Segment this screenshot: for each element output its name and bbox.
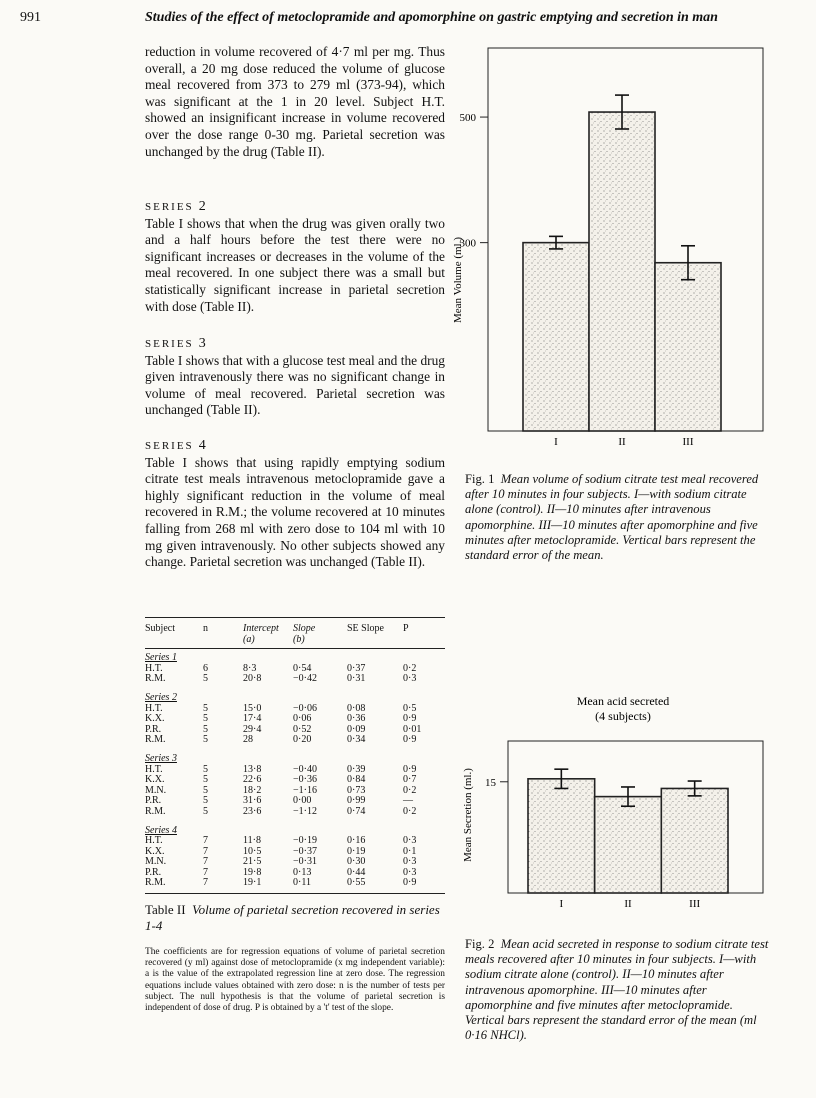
table-cell: 0·2: [403, 784, 417, 796]
table-2-block: [145, 617, 445, 1014]
table-cell: —: [403, 795, 413, 807]
table-cell: 7: [203, 866, 208, 878]
table-cell: R.M.: [145, 734, 166, 746]
table-subheader-cell: [203, 635, 243, 649]
table-cell: 0·74: [347, 805, 366, 817]
table-cell: R.M.: [145, 877, 166, 889]
table-row: [145, 735, 445, 746]
table-cell: 0·55: [347, 877, 366, 889]
table-header-cell: n: [203, 623, 208, 634]
series-3-label: SERIES: [145, 338, 194, 350]
series-3-section: [145, 335, 445, 419]
table-cell: M.N.: [145, 784, 167, 796]
table-cell: K.X.: [145, 774, 165, 786]
table-cell: 5: [203, 673, 208, 685]
table-cell: 0·2: [403, 662, 417, 674]
table-cell: 0·19: [347, 845, 366, 857]
series-2-section: [145, 198, 445, 315]
table-cell: 19·1: [243, 877, 262, 889]
table-cell: H.T.: [145, 835, 163, 847]
table-cell: H.T.: [145, 763, 163, 775]
table-cell: 7: [203, 877, 208, 889]
table-cell: 0·9: [403, 877, 417, 889]
bar: [523, 243, 589, 431]
table-header-cell: P: [403, 623, 409, 634]
figure-1-caption: [465, 472, 770, 563]
table-subheader-cell: [403, 635, 445, 649]
series-4-label: SERIES: [145, 440, 194, 452]
table-cell: 8·3: [243, 662, 257, 674]
table-cell: 7: [203, 845, 208, 857]
table-cell: 0·9: [403, 763, 417, 775]
table-cell: 5: [203, 784, 208, 796]
table-cell: −1·12: [293, 805, 317, 817]
table-header-cell: Intercept: [243, 623, 279, 634]
table-cell: 0·20: [293, 734, 312, 746]
table-cell: −0·19: [293, 835, 317, 847]
y-tick-label: 300: [459, 237, 476, 250]
table-cell: K.X.: [145, 845, 165, 857]
series-4-number: 4: [198, 438, 206, 453]
table-group-row: [145, 746, 445, 765]
bar: [655, 263, 721, 431]
table-2-caption: [145, 902, 445, 933]
table-cell: 5: [203, 805, 208, 817]
table-cell: 5: [203, 723, 208, 735]
x-tick-label: II: [624, 898, 632, 910]
table-cell: P.R.: [145, 795, 162, 807]
table-cell: 0·08: [347, 702, 366, 714]
table-cell: 0·36: [347, 713, 366, 725]
table-cell: 29·4: [243, 723, 262, 735]
figure-2-caption-label: Fig. 2: [465, 937, 495, 951]
table-row: [145, 807, 445, 818]
table-cell: 0·84: [347, 774, 366, 786]
y-axis-label: Mean Volume (ml.): [453, 236, 464, 324]
figure-2: [453, 690, 773, 915]
table-cell: 7: [203, 856, 208, 868]
table-cell: 7: [203, 835, 208, 847]
table-cell: 0·54: [293, 662, 312, 674]
table-cell: 23·6: [243, 805, 262, 817]
table-cell: 0·3: [403, 835, 417, 847]
table-cell: 0·00: [293, 795, 312, 807]
table-cell: 15·0: [243, 702, 262, 714]
table-cell: 0·1: [403, 845, 417, 857]
figure-1-chart: [453, 40, 773, 455]
table-cell: 5: [203, 774, 208, 786]
table-cell: 0·44: [347, 866, 366, 878]
table-cell: R.M.: [145, 805, 166, 817]
table-cell: −0·40: [293, 763, 317, 775]
table-cell: 0·5: [403, 702, 417, 714]
table-cell: 0·13: [293, 866, 312, 878]
table-cell: H.T.: [145, 702, 163, 714]
table-cell: 0·30: [347, 856, 366, 868]
table-cell: 5: [203, 795, 208, 807]
table-cell: 0·52: [293, 723, 312, 735]
table-cell: −0·42: [293, 673, 317, 685]
table-subheader-row: [145, 635, 445, 649]
table-cell: −0·36: [293, 774, 317, 786]
figure-2-caption-text: Mean acid secreted in response to sodium citrate test meals recovered after 10 minutes in four subjects. I—with sodium citrate alone (control). II—10 minutes after intravenous apomorphine. III—10 minutes after apomorphine and five minutes after metoclopramide. Vertical bars represent the standard error of the mean (ml 0·16 NHCl).: [465, 937, 769, 1043]
table-group-label: Series 1: [145, 652, 177, 664]
x-tick-label: I: [554, 436, 558, 448]
series-2-heading: [145, 198, 445, 216]
table-2-footnote: The coefficients are for regression equations of volume of parietal secretion recovered (y ml) against dose of metoclopramide (x mg independent variable): a is the value of the extrapolated regression line at zero dose. The regression equations include values obtained with zero dose: n is the number of tests per subject. The null hypothesis is that the volume of parietal secretion is independent of dose of drug. P is obtained by a 't' test of the slope.: [145, 947, 445, 1014]
table-cell: M.N.: [145, 856, 167, 868]
table-cell: 31·6: [243, 795, 262, 807]
table-cell: 0·34: [347, 734, 366, 746]
table-group-label: Series 3: [145, 752, 177, 764]
table-group-label: Series 2: [145, 691, 177, 703]
table-cell: −0·31: [293, 856, 317, 868]
table-header-cell: SE Slope: [347, 623, 384, 634]
table-cell: 0·3: [403, 866, 417, 878]
bar: [595, 797, 662, 893]
y-tick-label: 500: [459, 112, 476, 125]
table-cell: 0·7: [403, 774, 417, 786]
table-cell: 0·37: [347, 662, 366, 674]
table-cell: 0·2: [403, 805, 417, 817]
series-2-text: Table I shows that when the drug was given orally two and a half hours before the test there were no significant increases or decreases in the volume of the meal recovered. In one subject there was a small but statistically significant increase in parietal secretion with dose (Table II).: [145, 215, 445, 314]
table-cell: 0·31: [347, 673, 366, 685]
table-subheader-cell: (b): [293, 633, 305, 645]
table-2: [145, 624, 445, 889]
table-cell: −0·06: [293, 702, 317, 714]
table-cell: 5: [203, 734, 208, 746]
table-2-caption-text: Volume of parietal secretion recovered in series 1-4: [145, 902, 440, 933]
table-header-cell: Slope: [293, 623, 316, 634]
table-cell: 5: [203, 702, 208, 714]
table-cell: 20·8: [243, 673, 262, 685]
table-group-row: [145, 685, 445, 704]
table-header-row: [145, 624, 445, 635]
page-number: 991: [20, 10, 41, 25]
table-cell: H.T.: [145, 662, 163, 674]
table-cell: 0·39: [347, 763, 366, 775]
table-cell: 13·8: [243, 763, 262, 775]
table-cell: 21·5: [243, 856, 262, 868]
series-2-label: SERIES: [145, 201, 194, 213]
bar: [589, 112, 655, 431]
table-cell: 5: [203, 713, 208, 725]
x-tick-label: III: [689, 898, 701, 910]
y-tick-label: 15: [485, 776, 496, 789]
table-header-cell: Subject: [145, 623, 175, 634]
table-cell: K.X.: [145, 713, 165, 725]
y-axis-label: Mean Secretion (ml.): [462, 768, 474, 862]
table-row: [145, 878, 445, 889]
figure-1-caption-text: Mean volume of sodium citrate test meal recovered after 10 minutes in four subjects. I—with sodium citrate alone (control). II—10 minutes after intravenous apomorphine. III—10 minutes after apomorphine and five minutes after metoclopramide. Vertical bars represent the standard error of the mean.: [465, 472, 759, 563]
figure-1: [453, 40, 773, 455]
figure-2-caption: [465, 937, 770, 1043]
x-tick-label: III: [682, 436, 694, 448]
table-cell: 19·8: [243, 866, 262, 878]
table-cell: 0·3: [403, 856, 417, 868]
table-2-caption-label: Table II: [145, 902, 186, 918]
chart-title: Mean acid secreted: [576, 694, 670, 708]
table-cell: 5: [203, 763, 208, 775]
table-subheader-cell: [347, 635, 403, 649]
x-tick-label: II: [618, 436, 626, 448]
table-cell: 0·73: [347, 784, 366, 796]
series-4-text: Table I shows that using rapidly emptying sodium citrate test meals intravenous metoclopramide gave a highly significant reduction in the volume of meal recovered in R.M.; the volume recovered at 10 minutes falling from 268 ml with zero dose to 104 ml with 10 mg given intravenously. No other subjects showed any change. Parietal secretion was unchanged (Table II).: [145, 454, 445, 570]
table-cell: 0·09: [347, 723, 366, 735]
table-subheader-cell: (a): [243, 633, 255, 645]
table-cell: 22·6: [243, 774, 262, 786]
table-cell: 6: [203, 662, 208, 674]
bar: [661, 788, 728, 893]
chart-subtitle: (4 subjects): [595, 709, 651, 723]
figure-1-caption-label: Fig. 1: [465, 472, 495, 486]
table-cell: −0·37: [293, 845, 317, 857]
intro-paragraph: reduction in volume recovered of 4·7 ml per mg. Thus overall, a 20 mg dose reduced the volume of glucose meal recovered from 373 to 279 ml (373-94), which was significant at the 1 in 20 level. Subject H.T. showed an insignificant increase in volume recovered over the dose range 0-30 mg. Parietal secretion was unchanged by the drug (Table II).: [145, 44, 445, 159]
table-cell: P.R.: [145, 723, 162, 735]
table-cell: 0·16: [347, 835, 366, 847]
table-cell: 0·99: [347, 795, 366, 807]
x-tick-label: I: [559, 898, 564, 910]
series-3-heading: [145, 335, 445, 353]
table-row: [145, 674, 445, 685]
table-cell: R.M.: [145, 673, 166, 685]
table-cell: −1·16: [293, 784, 317, 796]
table-cell: 17·4: [243, 713, 262, 725]
table-cell: P.R.: [145, 866, 162, 878]
table-cell: 0·9: [403, 713, 417, 725]
figure-2-chart: [453, 690, 773, 915]
table-cell: 0·06: [293, 713, 312, 725]
table-subheader-cell: [145, 635, 203, 649]
series-3-text: Table I shows that with a glucose test meal and the drug given intravenously there was no significant change in volume of meal recovered. Parietal secretion was unchanged (Table II).: [145, 352, 445, 418]
table-cell: 18·2: [243, 784, 262, 796]
series-2-number: 2: [198, 199, 206, 214]
table-cell: 11·8: [243, 835, 261, 847]
table-group-row: [145, 818, 445, 837]
running-title: Studies of the effect of metoclopramide and apomorphine on gastric emptying and secretion in man: [145, 10, 718, 25]
table-cell: 0·01: [403, 723, 422, 735]
table-cell: 10·5: [243, 845, 262, 857]
bar: [528, 779, 595, 893]
series-4-heading: [145, 437, 445, 455]
table-cell: 0·9: [403, 734, 417, 746]
table-cell: 0·3: [403, 673, 417, 685]
table-group-label: Series 4: [145, 824, 177, 836]
table-cell: 0·11: [293, 877, 311, 889]
table-cell: 28: [243, 734, 253, 746]
series-3-number: 3: [198, 336, 206, 351]
series-4-section: [145, 437, 445, 571]
